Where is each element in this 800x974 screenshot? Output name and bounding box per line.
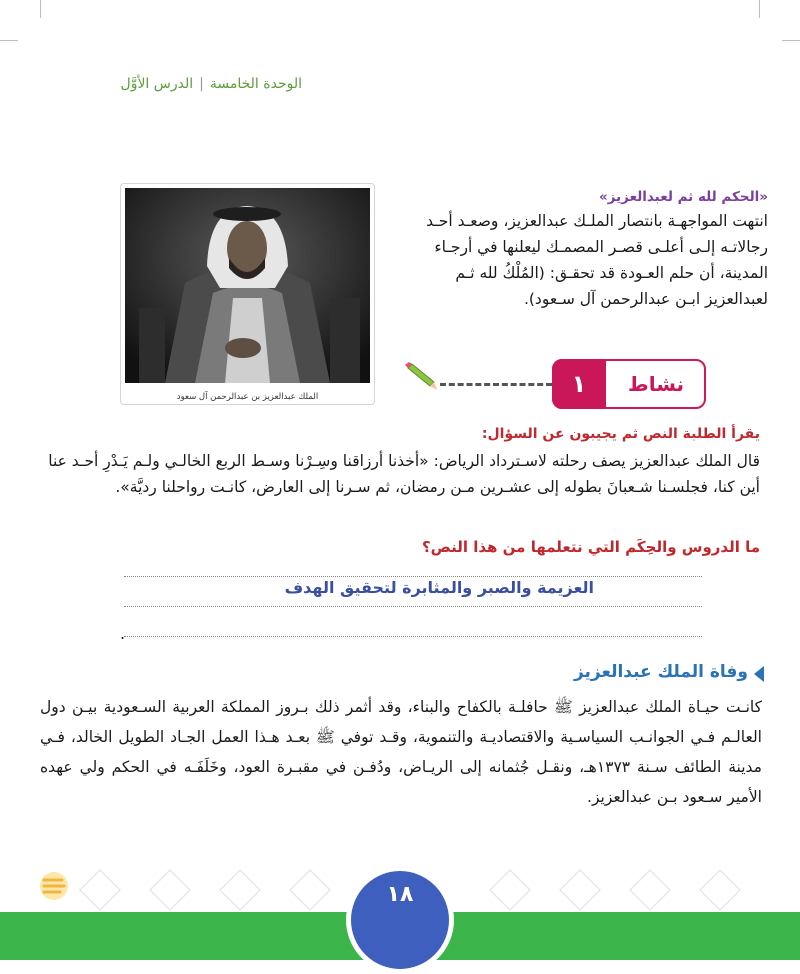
section-death-title: وفاة الملك عبدالعزيز — [573, 662, 748, 682]
section-arrow-icon — [752, 664, 766, 688]
publisher-logo-icon — [36, 866, 72, 910]
activity-number: ١ — [552, 359, 606, 409]
quote-text: قال الملك عبدالعزيز يصف رحلته لاسـترداد الرياض: «أخذنا أرزاقنا وسِـرْنا وسـط الربع الخالـي ولـم يَـدْرِ أحـد عنا أين كنا، فجلسـنا شـعبانَ بطوله إلى عشـرين مـن رمضان، ثم سـرنا إلى العارض، كانـت رواحلنا رديَّة». — [48, 452, 760, 496]
lesson-title: الدرس الأوَّل — [120, 76, 194, 92]
crop-mark — [759, 0, 760, 18]
portrait-illustration — [125, 188, 370, 383]
section-body: انتهت المواجهـة بانتصار الملـك عبدالعزيز، وصعـد أحـد رجالاتـه إلـى أعلـى قصـر المصمـك ليعلنها في أرجـاء المدينة، أن حلم العـودة قد تحقـق: (المُلْكُ لله ثـم لعبدالعزيز ابـن عبدالرحمن آل سـعود). — [426, 212, 768, 308]
handwritten-answer: العزيمة والصبر والمثابرة لتحقيق الهدف — [284, 578, 594, 597]
answer-period: . — [120, 624, 126, 643]
running-header — [121, 76, 302, 92]
crop-mark — [40, 0, 41, 18]
answer-line — [124, 636, 702, 637]
photo-caption: الملك عبدالعزيز بن عبدالرحمن آل سعود — [176, 392, 319, 402]
activity-instruction: يقرأ الطلبة النص ثم يجيبون عن السؤال: — [481, 426, 760, 442]
pencil-icon — [404, 362, 440, 396]
crop-mark — [782, 40, 800, 41]
activity-dashed-line — [440, 383, 552, 386]
king-photo-card — [120, 183, 375, 405]
activity-question: ما الدروس والحِكَم التي نتعلمها من هذا النص؟ — [421, 538, 760, 556]
answer-line — [124, 576, 702, 577]
answer-line — [124, 606, 702, 607]
crop-mark — [0, 40, 18, 41]
activity-badge — [552, 359, 706, 409]
activity-label: نشاط — [627, 372, 685, 396]
section-title: «الحكم لله ثم لعبدالعزيز» — [598, 189, 768, 205]
unit-title: الوحدة الخامسة — [209, 76, 302, 92]
page-number: ١٨ — [386, 882, 414, 907]
header-separator: | — [199, 76, 204, 92]
section-rule-text — [406, 186, 768, 312]
section-death-body: كانـت حيـاة الملك عبدالعزيز ﷺ حافلـة بالكفاح والبناء، وقد أثمر ذلك بـروز المملكة العربية السـعودية بيـن دول العالـم فـي الجوانـب السياسـية والاقتصاديـة والتنموية، وقـد توفي ﷺ بعـد هـذا العمل الجـاد الطويل الخالد، فـي مدينة الطائف سـنة ١٣٧٣هـ، ونقـل جُثمانه إلى الريـاض، ودُفـن في مقبـرة العود، وخَلَفَـه في الحكم ولي عهده الأمير سـعود بـن عبدالعزيز. — [40, 698, 762, 806]
king-portrait-image — [125, 188, 370, 383]
